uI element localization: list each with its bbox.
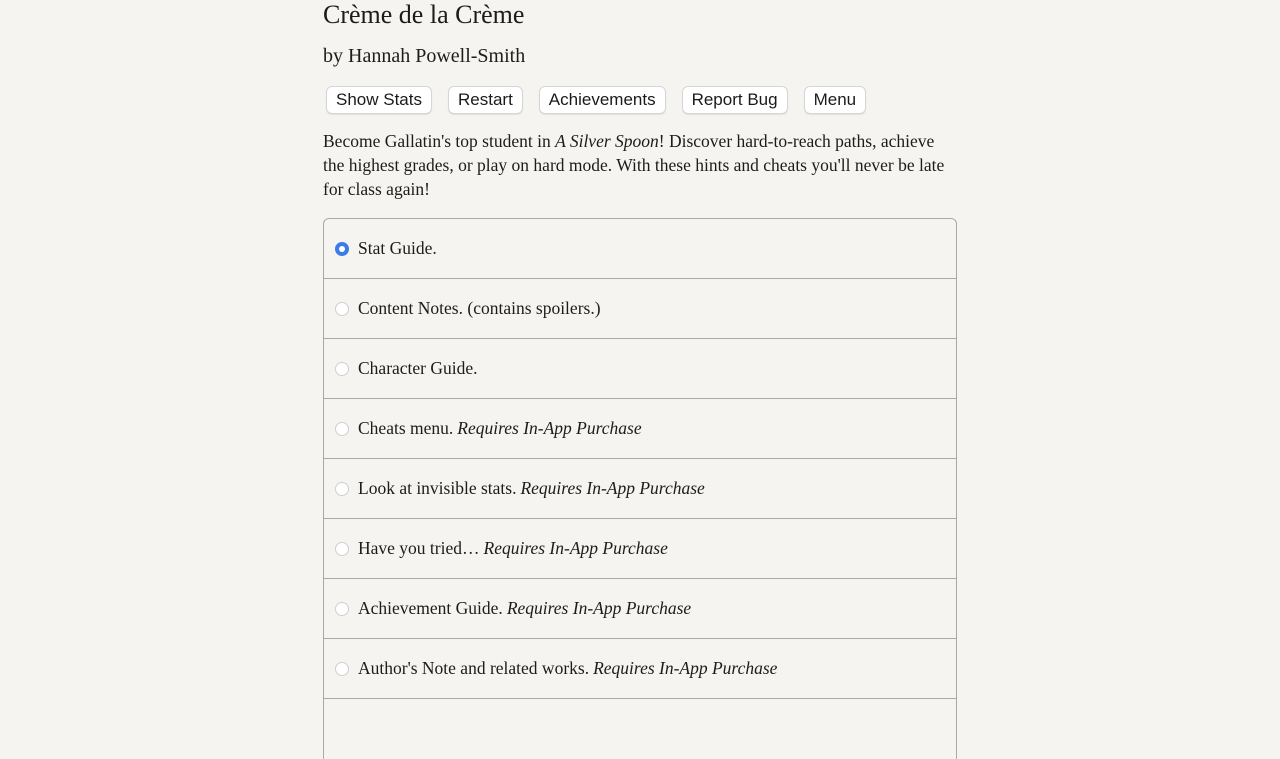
game-title: Crème de la Crème xyxy=(323,0,525,29)
intro-text-before: Become Gallatin's top student in xyxy=(323,131,556,151)
radio-icon[interactable] xyxy=(335,482,349,496)
choice-label: Content Notes. (contains spoilers.) xyxy=(358,298,601,318)
purchase-note: Requires In-App Purchase xyxy=(457,418,642,438)
toolbar xyxy=(326,86,866,114)
radio-icon[interactable] xyxy=(335,302,349,316)
achievements-button[interactable]: Achievements xyxy=(539,86,666,114)
author-byline: by Hannah Powell-Smith xyxy=(323,45,526,67)
choice-label: Look at invisible stats. xyxy=(358,478,517,498)
radio-icon[interactable] xyxy=(335,662,349,676)
choice-label: Author's Note and related works. xyxy=(358,658,590,678)
radio-selected-icon[interactable] xyxy=(335,242,349,256)
intro-paragraph xyxy=(323,129,957,201)
choice-label: Achievement Guide. xyxy=(358,598,503,618)
choice-option[interactable] xyxy=(324,339,956,399)
intro-book-title: A Silver Spoon xyxy=(555,131,659,151)
choice-option[interactable] xyxy=(324,399,956,459)
choice-option[interactable] xyxy=(324,279,956,339)
choice-label: Have you tried… xyxy=(358,538,480,558)
radio-icon[interactable] xyxy=(335,542,349,556)
menu-button[interactable]: Menu xyxy=(804,86,867,114)
choice-list xyxy=(323,218,957,759)
purchase-note: Requires In-App Purchase xyxy=(593,658,778,678)
intro-text-after: ! Discover hard-to-reach paths, achieve the highest grades, or play on hard mode. With these hints and cheats you'll never be late for class again! xyxy=(323,131,945,199)
radio-icon[interactable] xyxy=(335,602,349,616)
radio-icon[interactable] xyxy=(335,422,349,436)
purchase-note: Requires In-App Purchase xyxy=(483,538,668,558)
purchase-note: Requires In-App Purchase xyxy=(506,598,692,618)
radio-icon[interactable] xyxy=(335,362,349,376)
choice-option[interactable] xyxy=(324,519,956,579)
purchase-note: Requires In-App Purchase xyxy=(520,478,705,498)
choice-option[interactable] xyxy=(324,579,956,639)
choice-option[interactable] xyxy=(324,219,956,279)
choice-label: Character Guide. xyxy=(358,358,478,378)
report-bug-button[interactable]: Report Bug xyxy=(682,86,788,114)
choice-label: Cheats menu. xyxy=(358,418,454,438)
choice-option-partial[interactable] xyxy=(324,699,956,759)
choice-option[interactable] xyxy=(324,639,956,699)
restart-button[interactable]: Restart xyxy=(448,86,523,114)
choice-option[interactable] xyxy=(324,459,956,519)
choice-label: Stat Guide. xyxy=(358,238,437,258)
show-stats-button[interactable]: Show Stats xyxy=(326,86,432,114)
